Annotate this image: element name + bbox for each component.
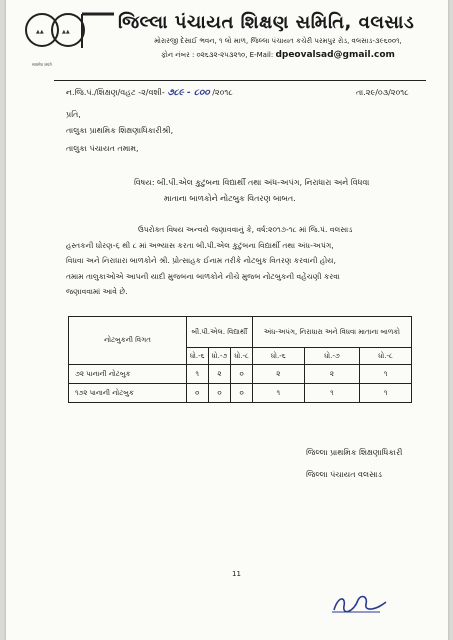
emblem-logo-icon (24, 8, 116, 62)
table-cell: ૦ (231, 384, 252, 403)
logo-tagline: सत्यमेव जयते (32, 62, 52, 67)
table-row (69, 384, 412, 403)
table-cell: ૧ (360, 365, 412, 384)
col-notebook-detail: નોટબુકની વિગત (69, 317, 187, 365)
office-address: મોરારજી દેસાઈ ભવન, ૧ લો માળ, જિલ્લા પંચાયત કચેરી પરમપુર રોડ, વલસાડ-૩૯૬૦૦૧, (154, 37, 402, 45)
table-cell: ૨ (252, 365, 304, 384)
body-line-4: તમામ તાલુકાઓએ આપની યાદી મુજબના બાળકોને નીચે મુજબ નોટબુકની વહેંચણી કરવા (66, 271, 340, 281)
svg-text:▲▲: ▲▲ (62, 29, 70, 35)
table-header-row (69, 317, 412, 348)
grade-header: ધો.-૮ (231, 348, 252, 365)
office-title: જિલ્લા પંચાયત શિક્ષણ સમિતિ, વલસાડ (118, 12, 415, 33)
row-label: ૧૭૨ પાનાની નોટબુક (69, 384, 187, 403)
prati-label: પ્રતિ, (66, 110, 81, 119)
phone-text: ફોન નંબર : ૦૨૬૩૨-૨૫૩૨૧૦, E-Mail: (161, 51, 274, 59)
table-cell: ૧ (187, 365, 209, 384)
group-disabled-widow-children: અંધ-અપંગ, નિરાધારા અને વિધવા માતાના બાળકો (252, 317, 411, 348)
table-cell: ૧ (252, 384, 304, 403)
grade-header: ધો.-૮ (360, 348, 412, 365)
signature-block (306, 442, 446, 486)
header-divider (54, 80, 426, 81)
body-line-3: વિધવા અને નિરાધારા બાળકોને શ્રી. પ્રોત્સાહક ઈનામ તરીકે નોટબુક વિતરણ કરવાની હોય, (66, 256, 336, 265)
ref-suffix: /૨૦૧૮ (212, 88, 233, 97)
row-label: ૭૨ પાનાની નોટબુક (69, 365, 187, 384)
page-number: 11 (232, 570, 241, 578)
grade-header: ધો.-૬ (252, 348, 304, 365)
body-line-2: હસ્તકની ધોરણ-૬ થી ૮ માં અભ્યાસ કરતા બી.પી.એલ કુટુંબના વિદ્યાર્થી તથા અંધ-અપંગ, (66, 240, 334, 250)
table-cell: ૦ (231, 365, 252, 384)
signatory-office: જિલ્લા પંચાયત વલસાડ (306, 470, 382, 479)
table-cell: ૧ (304, 384, 359, 403)
table-cell: ૨ (304, 365, 359, 384)
grade-header: ધો.-૭ (208, 348, 231, 365)
table-cell: ૦ (187, 384, 209, 403)
group-bpl-students: બી.પી.એલ. વિદ્યાર્થી (187, 317, 253, 348)
svg-text:▲▲: ▲▲ (36, 29, 44, 35)
letter-body (66, 222, 408, 300)
grade-header: ધો.-૬ (187, 348, 209, 365)
recipient-line-2: તાલુકા પંચાયત તમામ, (66, 144, 139, 153)
signatory-title: જિલ્લા પ્રાથમિક શિક્ષણાધિકારી (306, 448, 403, 457)
recipient-line-1: તાલુકા પ્રાથમિક શિક્ષણાધિકારીશ્રી, (66, 126, 174, 135)
table-cell: ૦ (208, 384, 231, 403)
grade-header: ધો.-૭ (304, 348, 359, 365)
handwritten-initials-icon (328, 592, 390, 616)
table-cell: ૧ (360, 384, 412, 403)
table-cell: ૨ (208, 365, 231, 384)
table-row (69, 365, 412, 384)
ref-prefix: ન.જિ.પં./શિક્ષણ/વહટ -૨/વશી- (66, 88, 165, 97)
subject-line-2: માતાના બાળકોને નોટબુક વિતરણ બાબત. (164, 194, 296, 203)
letter-date: તા.૨૯/૦૩/૨૦૧૮ (356, 88, 409, 97)
body-line-1: ઉપરોક્ત વિષય અન્વયે જણાવવાનું કે, વર્ષ:૨૦૧૭-૧૮ માં જિ.પં. વલસાડ (138, 225, 353, 234)
letter-page (6, 0, 448, 640)
subject-line-1: વિષય: બી.પી.એલ કુટુંબના વિદ્યાર્થી તથા અંધ-અપંગ, નિરાધારા અને વિધવા (134, 178, 370, 187)
ref-handwritten: ૭૮૯ - ૮૦૦ (167, 88, 210, 98)
email-text: dpeovalsad@gmail.com (275, 50, 395, 60)
notebook-table (68, 316, 412, 403)
reference-number (66, 88, 233, 98)
office-contact (118, 50, 438, 60)
body-line-5: જણાવવામાં આવે છે. (66, 287, 128, 296)
